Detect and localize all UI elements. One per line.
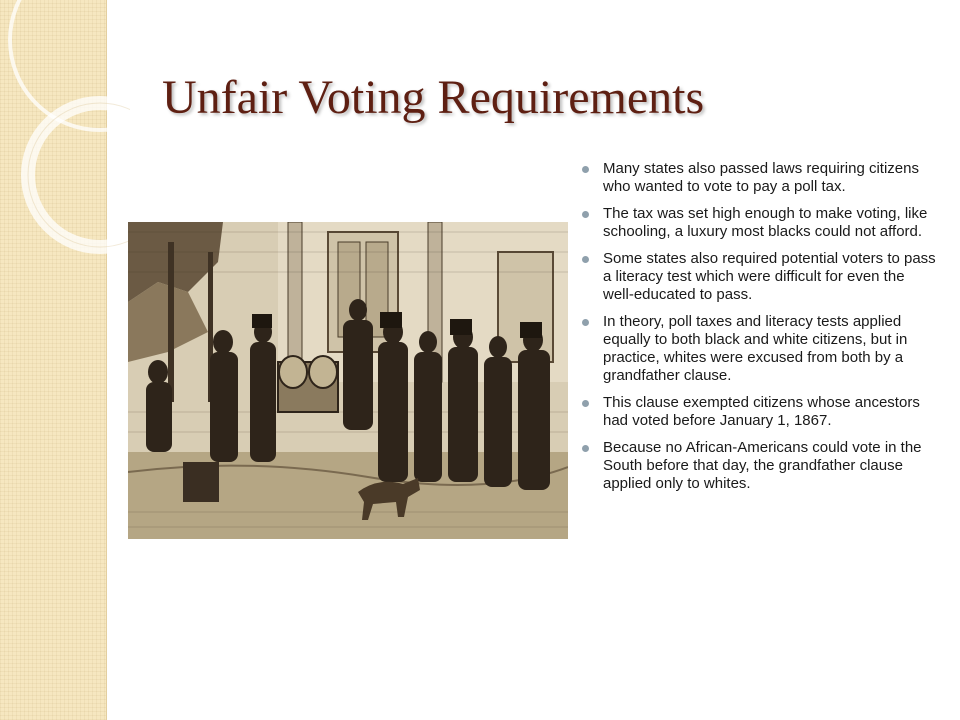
bullet-list xyxy=(578,160,938,502)
bullet-item xyxy=(578,394,938,430)
bullet-dot-icon xyxy=(582,319,589,326)
bullet-item xyxy=(578,160,938,196)
bullet-dot-icon xyxy=(582,445,589,452)
bullet-text: Many states also passed laws requiring citizens who wanted to vote to pay a poll tax. xyxy=(603,160,919,195)
decorative-rings-icon xyxy=(0,0,130,300)
bullet-dot-icon xyxy=(582,211,589,218)
slide-title: Unfair Voting Requirements xyxy=(162,71,705,124)
bullet-text: In theory, poll taxes and literacy tests applied equally to both black and white citizens, but in practice, whites were excused from both by a grandfather clause. xyxy=(603,313,908,384)
bullet-text: Some states also required potential voters to pass a literacy test which were difficult for even the well-educated to pass. xyxy=(603,250,936,303)
bullet-dot-icon xyxy=(582,166,589,173)
bullet-dot-icon xyxy=(582,400,589,407)
bullet-item xyxy=(578,205,938,241)
bullet-text: The tax was set high enough to make voting, like schooling, a luxury most blacks could not afford. xyxy=(603,205,928,240)
bullet-item xyxy=(578,250,938,304)
bullet-text: This clause exempted citizens whose ancestors had voted before January 1, 1867. xyxy=(603,394,920,429)
bullet-text: Because no African-Americans could vote in the South before that day, the grandfather clause applied only to whites. xyxy=(603,439,922,492)
bullet-item xyxy=(578,439,938,493)
bullet-dot-icon xyxy=(582,256,589,263)
bullet-item xyxy=(578,313,938,385)
engraving-illustration xyxy=(128,222,568,539)
